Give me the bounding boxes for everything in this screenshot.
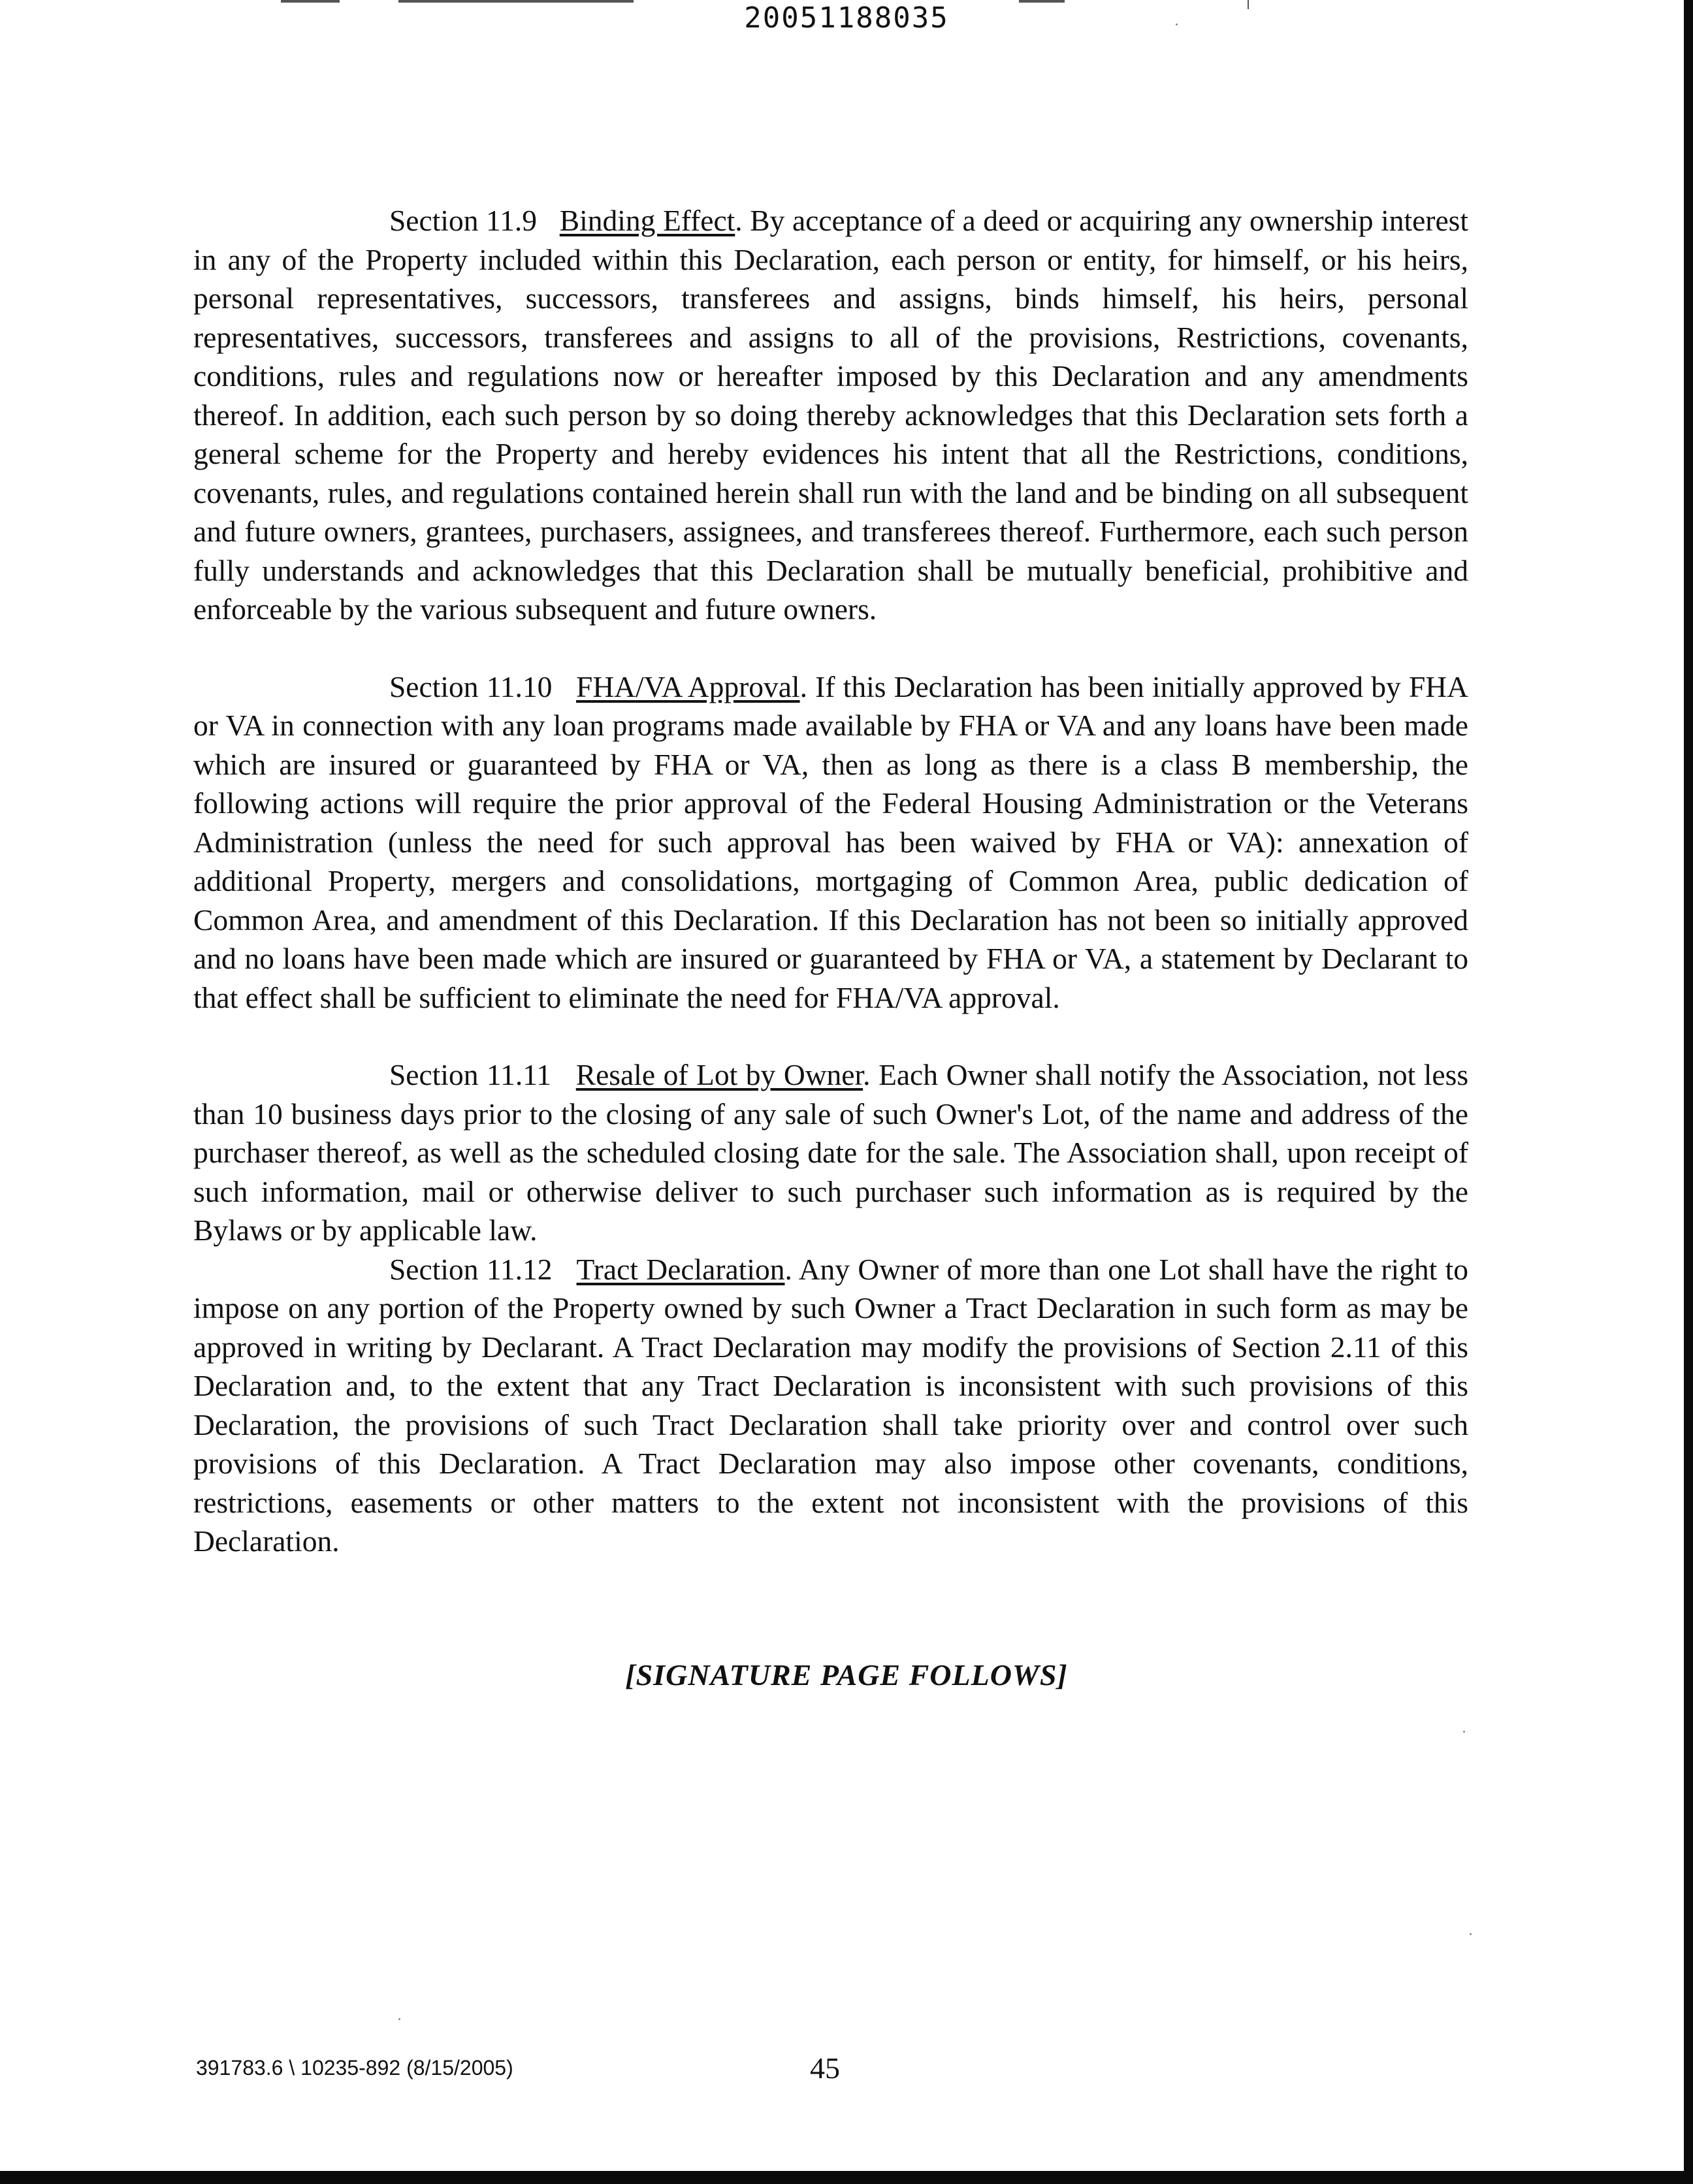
section-number: Section 11.12 (389, 1252, 553, 1286)
recording-number: 20051188035 (744, 1, 949, 35)
section-11-9 (193, 201, 1468, 629)
section-11-12 (193, 1250, 1468, 1561)
scan-speck (1463, 1731, 1465, 1733)
scan-border-right (1684, 0, 1693, 2184)
footer-page-number: 45 (810, 2051, 840, 2085)
section-number: Section 11.11 (389, 1058, 552, 1091)
scan-border-bottom (0, 2171, 1693, 2184)
scan-speck (1176, 24, 1178, 25)
section-title: Binding Effect (559, 204, 735, 237)
section-body: . By acceptance of a deed or acquiring any ownership interest in any of the Property included within this Declaration, each person or entity, for himself, or his heirs, personal representatives, successors, transferees and assigns, binds himself, his heirs, personal representatives, successors, transferees and assigns to all of the provisions, Restrictions, covenants, conditions, rules and regulations now or hereafter imposed by this Declaration and any amendments thereof. In addition, each such person by so doing thereby acknowledges that this Declaration sets forth a general scheme for the Property and hereby evidences his intent that all the Restrictions, conditions, covenants, rules, and regulations contained herein shall run with the land and be binding on all subsequent and future owners, grantees, purchasers, assignees, and transferees thereof. Furthermore, each such person fully understands and acknowledges that this Declaration shall be mutually beneficial, prohibitive and enforceable by the various subsequent and future owners. (193, 204, 1469, 626)
section-11-11 (193, 1055, 1468, 1250)
signature-page-note: [SIGNATURE PAGE FOLLOWS] (625, 1658, 1068, 1692)
section-body: . If this Declaration has been initially approved by FHA or VA in connection with any loan programs made available by FHA or VA and any loans have been made which are insured or guaranteed by FHA or VA, then as long as there is a class B membership, the following actions will require the prior approval of the Federal Housing Administration or the Veterans Administration (unless the need for such approval has been waived by FHA or VA): annexation of additional Property, mergers and consolidations, mortgaging of Common Area, public dedication of Common Area, and amendment of this Declaration. If this Declaration has not been so initially approved and no loans have been made which are insured or guaranteed by FHA or VA, a statement by Declarant to that effect shall be sufficient to eliminate the need for FHA/VA approval. (193, 669, 1468, 1014)
section-number: Section 11.10 (389, 669, 553, 703)
section-body: . Any Owner of more than one Lot shall have the right to impose on any portion of the Property owned by such Owner a Tract Declaration in such form as may be approved in writing by Declarant. A Tract Declaration may modify the provisions of Section 2.11 of this Declaration and, to the extent that any Tract Declaration is inconsistent with such provisions of this Declaration, the provisions of such Tract Declaration shall take priority over and control over such provisions of this Declaration. A Tract Declaration may also impose other covenants, conditions, restrictions, easements or other matters to the extent not inconsistent with the provisions of this Declaration. (193, 1252, 1468, 1558)
footer-document-id: 391783.6 \ 10235-892 (8/15/2005) (196, 2056, 513, 2080)
section-title: FHA/VA Approval (576, 669, 800, 703)
section-body: . Each Owner shall notify the Association, not less than 10 business days prior to the closing of any sale of such Owner's Lot, of the name and address of the purchaser thereof, as well as the scheduled closing date for the sale. The Association shall, upon receipt of such information, mail or otherwise deliver to such purchaser such information as is required by the Bylaws or by applicable law. (193, 1058, 1469, 1247)
section-title: Resale of Lot by Owner (575, 1058, 863, 1091)
section-number: Section 11.9 (389, 204, 537, 237)
scan-speck (1470, 1933, 1472, 1935)
section-11-10 (193, 667, 1468, 1018)
scan-speck (398, 2018, 400, 2020)
document-body (193, 201, 1468, 1599)
section-title: Tract Declaration (576, 1252, 785, 1286)
